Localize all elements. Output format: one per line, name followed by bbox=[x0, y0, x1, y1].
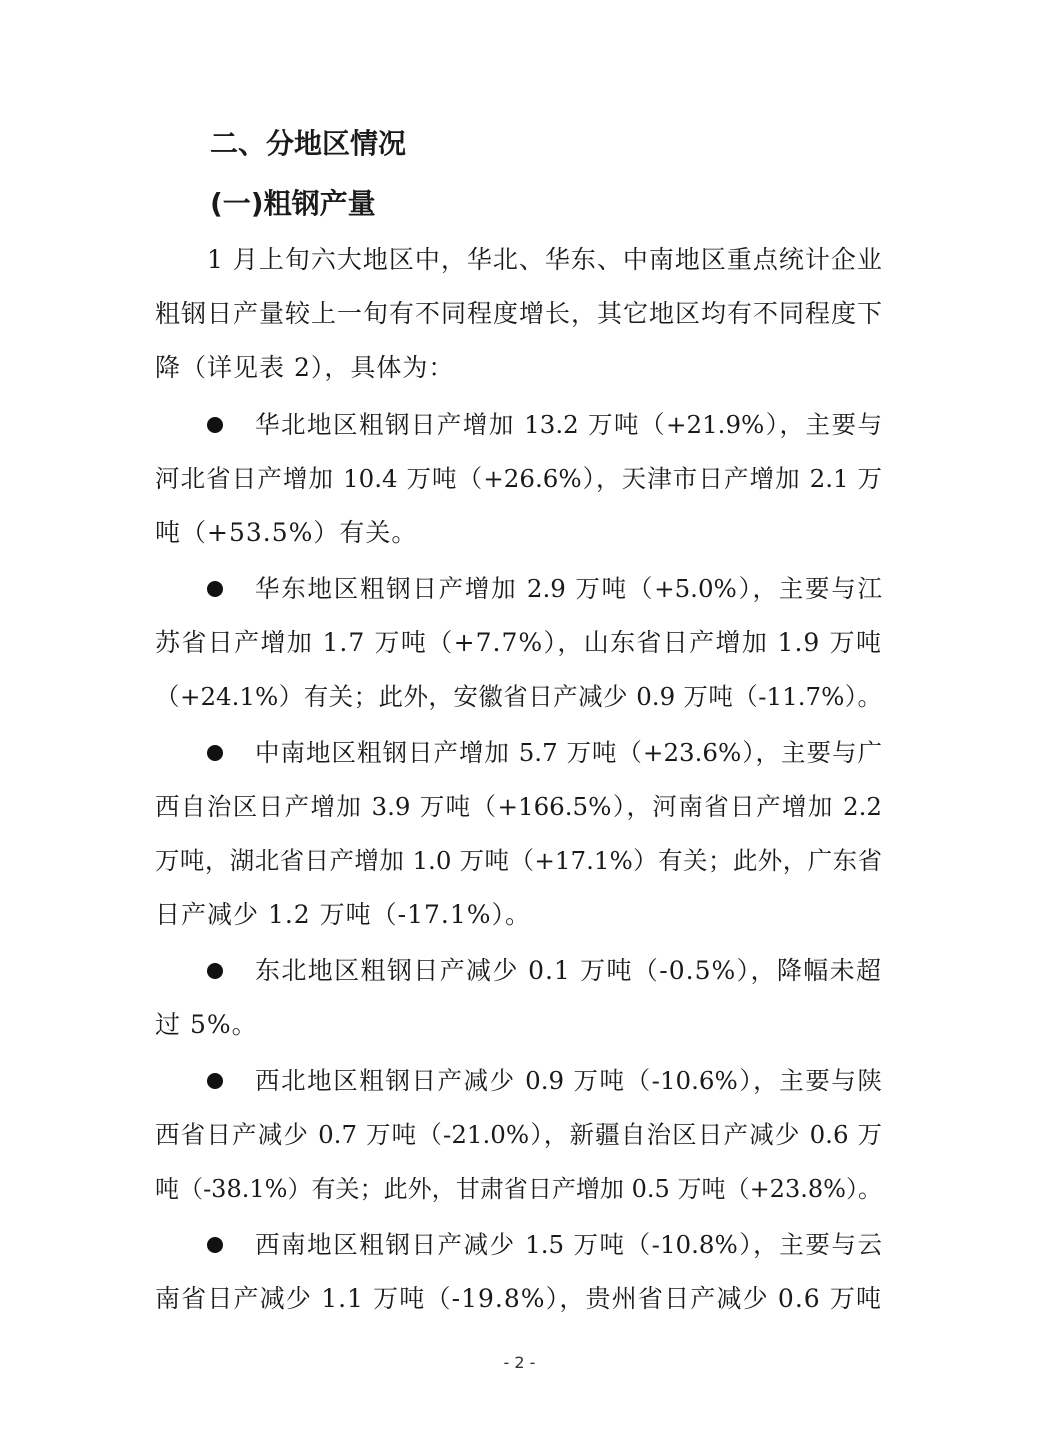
intro-line-3: 降（详见表 2），具体为： bbox=[155, 353, 455, 382]
bullet-northwest-line-2: 西省日产减少 0.7 万吨（-21.0%），新疆自治区日产减少 0.6 万 bbox=[155, 1120, 882, 1149]
bullet-northwest-line-1: 西北地区粗钢日产减少 0.9 万吨（-10.6%），主要与陕 bbox=[255, 1066, 882, 1095]
bullet-central-south-line-1: 中南地区粗钢日产增加 5.7 万吨（+23.6%），主要与广 bbox=[255, 738, 882, 767]
intro-line-1: 1 月上旬六大地区中，华北、华东、中南地区重点统计企业 bbox=[207, 245, 883, 274]
bullet-southwest-line-1: 西南地区粗钢日产减少 1.5 万吨（-10.8%），主要与云 bbox=[255, 1230, 882, 1259]
section-title: 二、分地区情况 bbox=[210, 127, 407, 160]
page-number: - 2 - bbox=[503, 1353, 536, 1372]
bullet-dot-central-south bbox=[207, 745, 223, 761]
bullet-east-china-line-3: （+24.1%）有关；此外，安徽省日产减少 0.9 万吨（-11.7%）。 bbox=[155, 682, 882, 711]
bullet-north-china-line-2: 河北省日产增加 10.4 万吨（+26.6%），天津市日产增加 2.1 万 bbox=[155, 464, 882, 493]
bullet-dot-southwest bbox=[207, 1237, 223, 1253]
bullet-east-china-line-2: 苏省日产增加 1.7 万吨（+7.7%），山东省日产增加 1.9 万吨 bbox=[155, 628, 882, 657]
bullet-northeast-line-2: 过 5%。 bbox=[155, 1010, 258, 1039]
bullet-dot-northwest bbox=[207, 1073, 223, 1089]
bullet-north-china-line-1: 华北地区粗钢日产增加 13.2 万吨（+21.9%），主要与 bbox=[255, 410, 882, 439]
bullet-dot-north-china bbox=[207, 417, 223, 433]
intro-line-2: 粗钢日产量较上一旬有不同程度增长，其它地区均有不同程度下 bbox=[155, 299, 884, 328]
bullet-east-china-line-1: 华东地区粗钢日产增加 2.9 万吨（+5.0%），主要与江 bbox=[255, 574, 882, 603]
bullet-dot-northeast bbox=[207, 963, 223, 979]
bullet-northeast-line-1: 东北地区粗钢日产减少 0.1 万吨（-0.5%），降幅未超 bbox=[255, 956, 882, 985]
bullet-southwest-line-2: 南省日产减少 1.1 万吨（-19.8%），贵州省日产减少 0.6 万吨 bbox=[155, 1284, 882, 1313]
bullet-dot-east-china bbox=[207, 581, 223, 597]
bullet-north-china-line-3: 吨（+53.5%）有关。 bbox=[155, 518, 418, 547]
bullet-central-south-line-4: 日产减少 1.2 万吨（-17.1%）。 bbox=[155, 900, 532, 929]
bullet-central-south-line-2: 西自治区日产增加 3.9 万吨（+166.5%），河南省日产增加 2.2 bbox=[155, 792, 882, 821]
bullet-central-south-line-3: 万吨，湖北省日产增加 1.0 万吨（+17.1%）有关；此外，广东省 bbox=[155, 846, 882, 875]
subsection-title: (一)粗钢产量 bbox=[210, 187, 376, 220]
bullet-northwest-line-3: 吨（-38.1%）有关；此外，甘肃省日产增加 0.5 万吨（+23.8%）。 bbox=[155, 1175, 882, 1203]
